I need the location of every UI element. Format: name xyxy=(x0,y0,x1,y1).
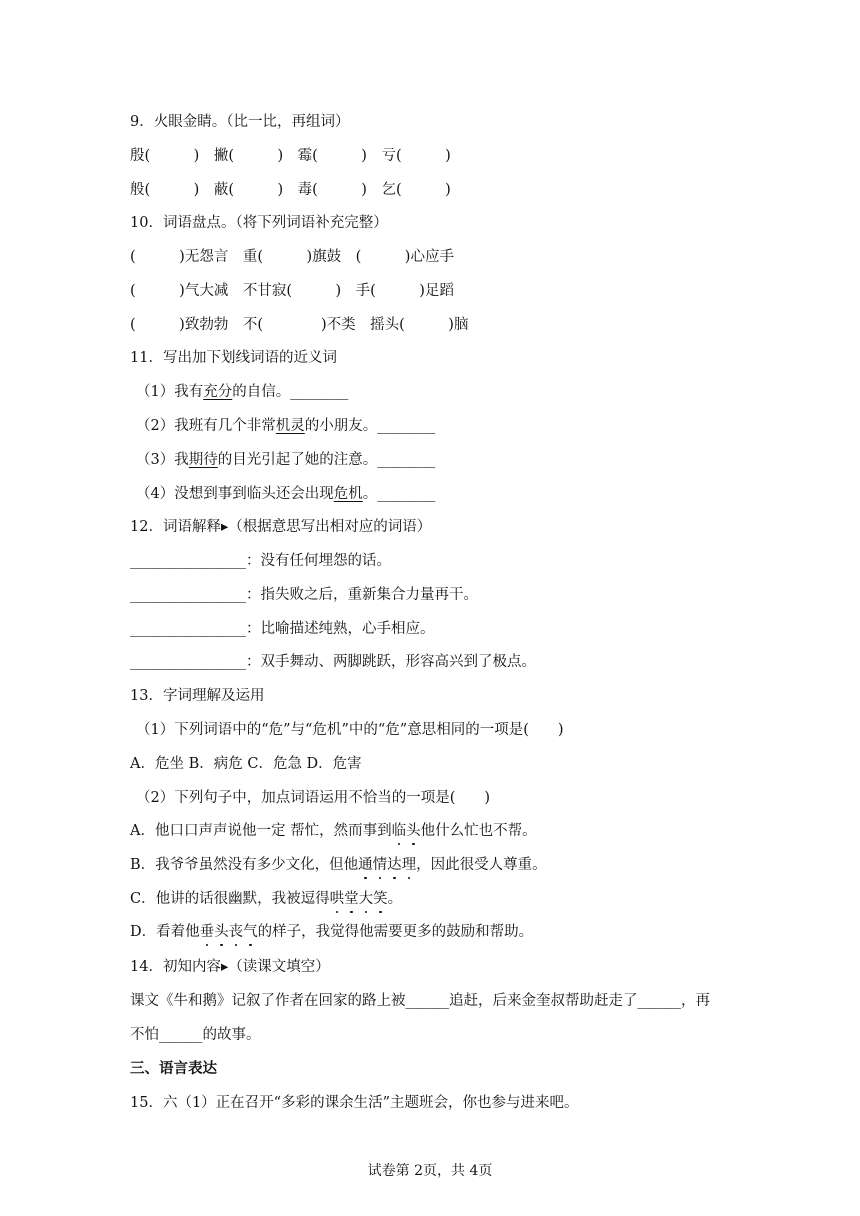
emphasis-dot-char: 情 xyxy=(372,857,388,873)
q11-sentence-2 xyxy=(136,416,435,436)
q12-item-3 xyxy=(130,619,435,639)
q9-title: 9．火眼金睛。（比一比，再组词） xyxy=(130,114,350,130)
q13-option-a xyxy=(130,821,537,841)
q13-d-post: 的样子，我觉得他需要更多的鼓励和帮助。 xyxy=(257,924,534,940)
q9-row2: 般( ) 蔽( ) 毒( ) 乞( ) xyxy=(130,182,451,198)
q13-options-1: A．危坐 B．病危 C．危急 D．危害 xyxy=(130,756,362,772)
q12-title: 12．词语解释▸（根据意思写出相对应的词语） xyxy=(130,519,432,535)
q13-a-mid: 说他一定 帮忙，然而事到 xyxy=(227,823,392,839)
q13-a-post: 他什么忙也不帮。 xyxy=(420,823,537,839)
emphasis-dot-char: 临 xyxy=(391,823,407,839)
q13-title: 13．字词理解及运用 xyxy=(130,688,265,704)
q11-sentence-3 xyxy=(136,450,435,470)
q13-c-dotted-word xyxy=(330,891,388,907)
q11-s3-pre: （3）我 xyxy=(136,452,189,468)
q11-s3-underlined-word: 期待 xyxy=(188,452,218,468)
emphasis-dot-char: 气 xyxy=(243,924,258,940)
q11-s4-underlined-word: 危机 xyxy=(333,486,363,502)
q13-b-pre: B．我爷爷虽然没有多少文化，但他 xyxy=(130,857,359,873)
q13-c-pre: C．他讲的话很幽默，我被逗得 xyxy=(130,891,330,907)
q12-definition-2: ：指失败之后，重新集合力量再干。 xyxy=(246,587,478,603)
emphasis-dot-char: 达 xyxy=(387,857,402,873)
q11-s1-underlined-word: 充分 xyxy=(203,384,233,400)
q14-line-1: 课文《牛和鹅》记叙了作者在回家的路上被______追赶，后来金奎叔帮助赶走了______，再 xyxy=(130,993,710,1009)
emphasis-dot-char: 堂 xyxy=(344,891,359,907)
q12-definition-3: ：比喻描述纯熟，心手相应。 xyxy=(246,621,435,637)
q13-c-post: 。 xyxy=(387,891,403,907)
emphasis-dot-char: 丧 xyxy=(228,924,244,940)
q9-row1: 殷( ) 撇( ) 霉( ) 亏( ) xyxy=(130,148,451,164)
q10-row2: ( )气大减 不甘寂( ) 手( )足蹈 xyxy=(130,283,454,299)
q12-item-4 xyxy=(130,652,536,672)
q12-blank-4: ________________ xyxy=(130,654,246,670)
page-footer: 试卷第 2页，共 4页 xyxy=(367,1163,493,1179)
q13-d-pre: D．看着他 xyxy=(130,924,200,940)
q13-option-d xyxy=(130,922,533,942)
q14-title: 14．初知内容▸（读课文填空） xyxy=(130,959,330,975)
q10-title: 10．词语盘点。（将下列词语补充完整） xyxy=(130,215,388,231)
section-heading: 三、语言表达 xyxy=(130,1060,217,1077)
q11-s4-post: 。________ xyxy=(362,486,436,502)
q12-item-1 xyxy=(130,551,391,571)
q13-sub1: （1）下列词语中的“危”与“危机”中的“危”意思相同的一项是( ) xyxy=(136,722,564,738)
q13-option-b xyxy=(130,855,547,875)
emphasis-dot-char: 理 xyxy=(401,857,417,873)
q11-s1-pre: （1）我有 xyxy=(136,384,204,400)
q12-definition-1: ：没有任何埋怨的话。 xyxy=(246,553,391,569)
emphasis-dot-char: 头 xyxy=(406,823,421,839)
q12-definition-4: ：双手舞动、两脚跳跃，形容高兴到了极点。 xyxy=(246,654,536,670)
q11-s4-pre: （4）没想到事到临头还会出现 xyxy=(136,486,334,502)
emphasis-dot-char: 笑 xyxy=(373,891,388,907)
q12-blank-3: ________________ xyxy=(130,621,246,637)
q12-blank-1: ________________ xyxy=(130,553,246,569)
q11-sentence-4 xyxy=(136,484,435,504)
q13-b-post: ，因此很受人尊重。 xyxy=(416,857,547,873)
q15-title: 15．六（1）正在召开“多彩的课余生活”主题班会，你也参与进来吧。 xyxy=(130,1095,579,1111)
q11-s1-post: 的自信。________ xyxy=(232,384,349,400)
q13-a-word: 口口声声 xyxy=(169,823,228,839)
q11-sentence-1 xyxy=(136,382,348,402)
q11-s2-post: 的小朋友。________ xyxy=(304,418,436,434)
emphasis-dot-char: 大 xyxy=(358,891,374,907)
q11-s2-underlined-word: 机灵 xyxy=(275,418,305,434)
q13-b-dotted-word xyxy=(358,857,416,873)
q10-row3: ( )致勃勃 不( )不类 摇头( )脑 xyxy=(130,317,469,333)
emphasis-dot-char: 垂 xyxy=(199,924,215,940)
q11-title: 11．写出加下划线词语的近义词 xyxy=(130,350,337,366)
emphasis-dot-char: 哄 xyxy=(329,891,345,907)
q13-sub2: （2）下列句子中，加点词语运用不恰当的一项是( ) xyxy=(136,790,491,806)
q11-s2-pre: （2）我班有几个非常 xyxy=(136,418,276,434)
q10-row1: ( )无怨言 重( )旗鼓 ( )心应手 xyxy=(130,249,454,265)
q11-s3-post: 的目光引起了她的注意。________ xyxy=(217,452,436,468)
emphasis-dot-char: 通 xyxy=(358,857,373,873)
emphasis-dot-char: 头 xyxy=(214,924,229,940)
q13-a-pre: A．他 xyxy=(130,823,170,839)
q13-option-c xyxy=(130,889,402,909)
q12-blank-2: ________________ xyxy=(130,587,246,603)
q13-a-dotted-word xyxy=(392,823,421,839)
q12-item-2 xyxy=(130,585,478,605)
q13-d-dotted-word xyxy=(200,924,258,940)
q14-line-2: 不怕______的故事。 xyxy=(130,1027,261,1043)
